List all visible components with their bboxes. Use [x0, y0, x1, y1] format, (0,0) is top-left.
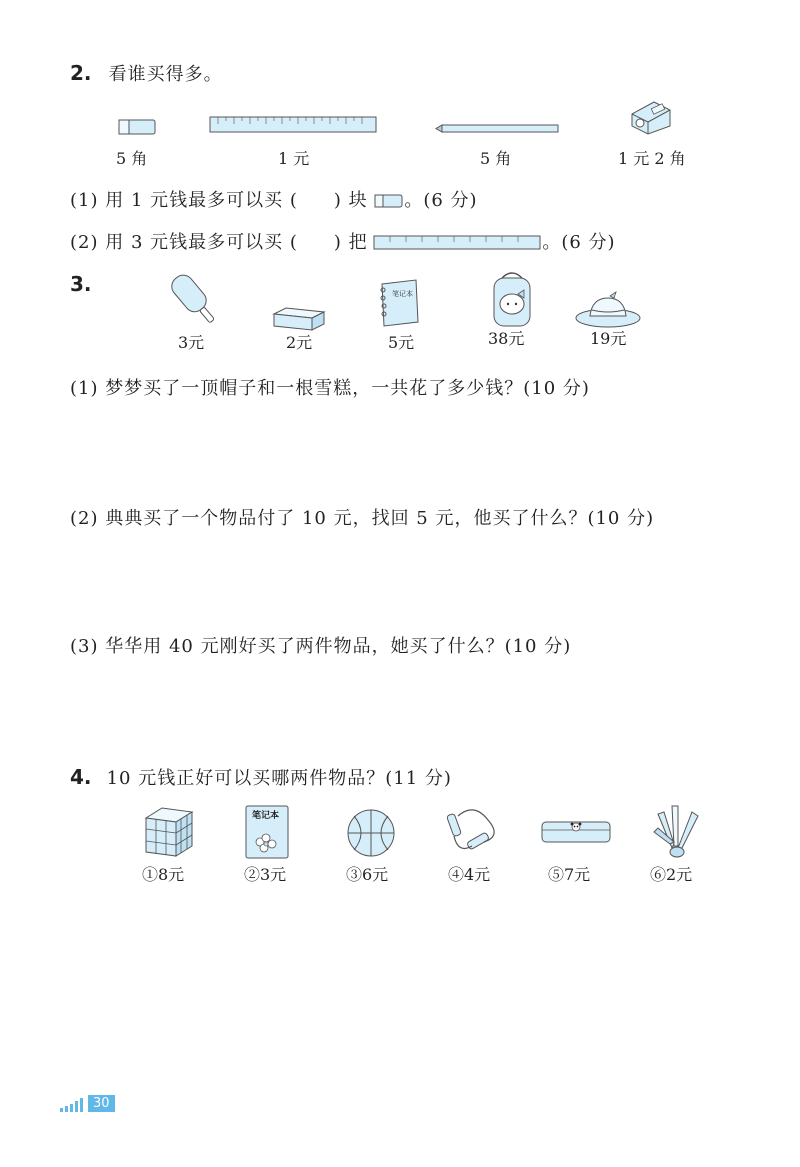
pencil-icon: [436, 124, 560, 134]
q2-sub1: [70, 186, 478, 212]
q2-sub2-text-b: ) 把: [333, 232, 368, 253]
q3-sub1: (1) 梦梦买了一顶帽子和一根雪糕，一共花了多少钱？(10 分): [70, 378, 590, 399]
ruler-icon: [374, 235, 542, 251]
q2-sub2-text-a: (2) 用 3 元钱最多可以买 (: [70, 232, 298, 253]
q4-label-shuttlecock: ⑥2元: [650, 865, 693, 884]
q2-price-eraser: 5 角: [116, 149, 148, 168]
q2-sub1-text-a: (1) 用 1 元钱最多可以买 (: [70, 190, 298, 211]
q4-title: 10 元钱正好可以买哪两件物品？(11 分): [106, 768, 452, 789]
q3-price-pencil-box: 2元: [286, 333, 313, 352]
rubiks-cube-icon: [142, 806, 196, 858]
q2-price-sharpener: 1 元 2 角: [618, 149, 686, 168]
sun-hat-icon: [574, 292, 642, 328]
q2-price-pencil: 5 角: [480, 149, 512, 168]
q4-label-jump-rope: ④4元: [448, 865, 491, 884]
q2-header: [70, 60, 223, 86]
q4-label-ball: ③6元: [346, 865, 389, 884]
ball-icon: [346, 808, 396, 858]
q2-sub2: [70, 228, 616, 254]
q4-header: [70, 764, 452, 790]
q3-price-popsicle: 3元: [178, 333, 205, 352]
popsicle-icon: [160, 272, 228, 330]
q2-price-ruler: 1 元: [278, 149, 310, 168]
q2-title: 看谁买得多。: [108, 64, 223, 85]
q2-number: 2.: [70, 61, 92, 85]
notebook-cover-text: 笔记本: [252, 811, 280, 821]
page-number: 30: [88, 1095, 115, 1112]
notebook-icon: [244, 804, 292, 860]
q3-number: 3.: [70, 272, 92, 296]
q2-sub1-text-c: 。(6 分): [404, 190, 478, 211]
ruler-icon: [210, 116, 378, 134]
jump-rope-icon: [444, 806, 504, 858]
eraser-icon: [118, 118, 158, 136]
q4-label-notebook: ②3元: [244, 865, 287, 884]
pencil-box-icon: [272, 306, 326, 332]
pencil-case-icon: [540, 818, 612, 846]
q2-sub1-text-b: ) 块: [333, 190, 368, 211]
q4-label-pencil-case: ⑤7元: [548, 865, 591, 884]
q2-sub2-text-c: 。(6 分): [542, 232, 616, 253]
q4-label-rubiks-cube: ①8元: [142, 865, 185, 884]
q3-price-sun-hat: 19元: [590, 329, 627, 348]
q3-price-notebook: 5元: [388, 333, 415, 352]
backpack-icon: [488, 268, 536, 330]
page-number-badge: [60, 1093, 115, 1112]
signal-bars-icon: [60, 1096, 88, 1112]
eraser-icon: [374, 193, 404, 209]
sharpener-icon: [628, 96, 674, 136]
notebook-icon: [376, 278, 422, 330]
q3-price-backpack: 38元: [488, 329, 525, 348]
shuttlecock-icon: [650, 804, 700, 860]
notebook-cover-text: 笔记本: [392, 290, 413, 298]
q3-sub3: (3) 华华用 40 元刚好买了两件物品，她买了什么？(10 分): [70, 636, 572, 657]
q3-sub2: (2) 典典买了一个物品付了 10 元，找回 5 元，他买了什么？(10 分): [70, 508, 655, 529]
q4-number: 4.: [70, 765, 92, 789]
